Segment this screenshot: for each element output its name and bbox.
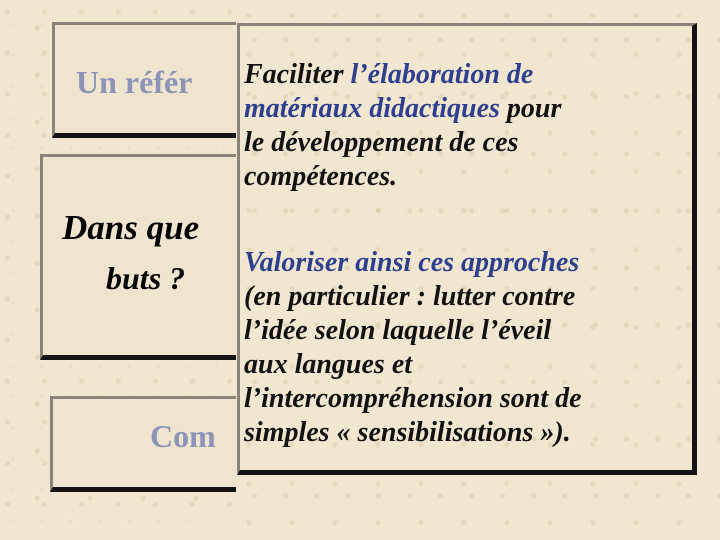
paragraph1-line4: compétences.	[244, 161, 398, 192]
box3-text: Com	[150, 418, 216, 454]
paragraph2-line4: aux langues et	[244, 349, 413, 380]
paragraph1-line3: le développement de ces	[244, 127, 519, 158]
overlay-paragraph-1	[244, 58, 692, 194]
pour-word: pour	[499, 93, 562, 124]
overlay-paragraph-2	[244, 246, 694, 450]
box1-text: Un référ	[76, 64, 193, 100]
faciliter-word: Faciliter	[244, 59, 351, 90]
elaboration-phrase: l’élaboration de	[350, 59, 534, 90]
box2-line2: buts ?	[106, 260, 186, 296]
paragraph2-line3: l’idée selon laquelle l’éveil	[244, 315, 552, 346]
paragraph1-line1	[244, 58, 692, 92]
paragraph2-line1: Valoriser ainsi ces approches	[244, 247, 580, 278]
paragraph2-line6: simples « sensibilisations »).	[244, 417, 571, 448]
paragraph1-line2	[244, 92, 692, 126]
materiaux-phrase: matériaux didactiques	[244, 93, 500, 124]
box2-line1: Dans que	[62, 208, 200, 247]
paragraph2-line5: l’intercompréhension sont de	[244, 383, 582, 414]
paragraph2-line2: (en particulier : lutter contre	[244, 281, 576, 312]
